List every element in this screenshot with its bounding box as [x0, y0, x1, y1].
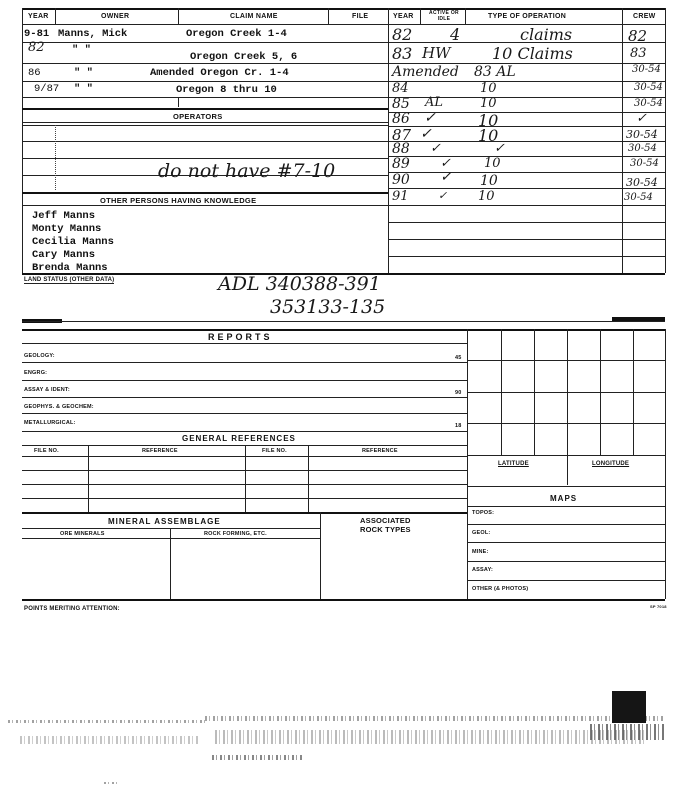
report-engrg-label: ENGRG:: [24, 370, 48, 376]
row-rule: [22, 538, 320, 539]
report-assay-num: 90: [455, 390, 462, 396]
op-type: 10: [478, 126, 499, 145]
row-rule: [388, 256, 665, 257]
other-person: Monty Manns: [32, 223, 102, 235]
row-rule: [22, 63, 388, 64]
right-border: [665, 329, 666, 599]
op-type: ✓: [494, 141, 505, 156]
ref-col-file-no: FILE NO.: [34, 448, 59, 454]
associated-rock-label-1: ASSOCIATED: [360, 516, 411, 525]
op-year: 87: [392, 126, 412, 144]
row-rule: [22, 362, 467, 363]
other-person: Cecilia Manns: [32, 236, 114, 248]
section-rule: [22, 192, 388, 194]
report-metallurgical-label: METALLURGICAL:: [24, 420, 76, 426]
op-year: 82: [392, 25, 413, 44]
op-type: 10: [480, 81, 497, 96]
op-type: 10: [484, 156, 501, 171]
owner-row-year: 86: [28, 67, 41, 79]
maps-topos-label: TOPOS:: [472, 510, 495, 516]
op-crew: 30-54: [626, 128, 658, 141]
grid-line: [567, 455, 568, 485]
row-rule: [467, 506, 665, 507]
operators-label: OPERATORS: [173, 112, 223, 121]
op-crew: 30-54: [634, 82, 663, 93]
row-rule: [22, 484, 467, 485]
report-geology-num: 45: [455, 355, 462, 361]
grid-line: [467, 423, 665, 424]
header-file: FILE: [352, 13, 369, 20]
op-active: ✓: [440, 156, 451, 171]
scan-artifact: [590, 724, 665, 740]
op-crew: 30-54: [634, 98, 663, 109]
latitude-label: LATITUDE: [498, 461, 529, 467]
op-type: 10: [478, 189, 495, 204]
col-divider: [308, 445, 309, 513]
op-type: 83 AL: [474, 64, 516, 80]
report-metallurgical-num: 18: [455, 423, 462, 429]
section-rule: [22, 125, 388, 126]
header-type-of-operation: TYPE OF OPERATION: [488, 13, 567, 20]
grid-line: [467, 455, 665, 456]
col-divider: [55, 8, 56, 24]
col-divider: [178, 8, 179, 24]
header-year-ops: YEAR: [393, 13, 414, 20]
form-id: SP 7018: [650, 604, 667, 609]
maps-assay-label: ASSAY:: [472, 567, 494, 573]
row-rule: [22, 397, 467, 398]
section-rule: [22, 205, 388, 206]
grid-line: [467, 392, 665, 393]
op-type: claims: [520, 25, 573, 44]
op-active: AL: [425, 95, 444, 110]
grid-line: [467, 360, 665, 361]
op-crew: 30-54: [626, 176, 658, 189]
ore-minerals-label: ORE MINERALS: [60, 531, 105, 537]
header-year: YEAR: [28, 13, 49, 20]
op-type: 10 Claims: [492, 44, 573, 63]
op-crew: 30-54: [632, 64, 661, 75]
header-crew: CREW: [633, 13, 656, 20]
row-rule: [22, 470, 467, 471]
scan-artifact: [215, 730, 645, 744]
col-divider: [420, 8, 421, 24]
maps-geol-label: GEOL:: [472, 530, 491, 536]
row-rule: [388, 156, 665, 157]
mineral-assemblage-title: MINERAL ASSEMBLAGE: [108, 517, 221, 526]
row-rule: [388, 188, 665, 189]
black-mark: [612, 691, 646, 723]
rock-forming-label: ROCK FORMING, ETC.: [204, 531, 267, 537]
row-rule: [22, 431, 467, 432]
owner-row-claim: Amended Oregon Cr. 1-4: [150, 67, 289, 79]
scan-artifact: [104, 782, 118, 784]
section-rule: [22, 122, 388, 123]
op-active: HW: [422, 44, 451, 62]
row-rule: [22, 97, 388, 98]
row-rule: [22, 413, 467, 414]
tab-mark-right: [612, 317, 665, 321]
header-active-idle: ACTIVE OR IDLE: [429, 10, 459, 22]
row-rule: [22, 158, 388, 159]
maps-mine-label: MINE:: [472, 549, 489, 555]
row-rule: [467, 486, 665, 487]
handwritten-note: do not have #7-10: [158, 160, 336, 182]
row-rule: [22, 343, 467, 344]
report-geophys-label: GEOPHYS. & GEOCHEM:: [24, 404, 94, 410]
owner-row-claim: Oregon Creek 5, 6: [190, 51, 298, 63]
land-status-line1: ADL 340388-391: [218, 273, 381, 295]
op-year: 90: [392, 172, 410, 188]
owner-row-year: 9-81: [24, 28, 50, 40]
section-rule: [22, 108, 388, 110]
owner-row-year: 9/87: [34, 83, 60, 95]
owner-row-owner: " ": [74, 67, 93, 79]
op-crew: 30-54: [624, 192, 653, 203]
right-border: [665, 8, 666, 273]
other-person: Jeff Manns: [32, 210, 96, 222]
header-claim-name: CLAIM NAME: [230, 13, 278, 20]
scan-artifact: [20, 736, 200, 744]
row-rule: [22, 528, 320, 529]
owner-row-year: 82: [28, 40, 45, 55]
reports-title: REPORTS: [208, 332, 273, 342]
divider: [22, 321, 665, 322]
op-year: 84: [392, 81, 409, 96]
col-divider: [320, 512, 321, 599]
col-divider: [245, 445, 246, 513]
other-person: Brenda Manns: [32, 262, 108, 274]
top-border: [22, 8, 665, 10]
general-references-title: GENERAL REFERENCES: [182, 434, 296, 443]
row-rule: [467, 542, 665, 543]
op-active: 4: [450, 25, 461, 44]
associated-rock-label-2: ROCK TYPES: [360, 525, 411, 534]
scan-artifact: [205, 716, 665, 721]
row-rule: [22, 141, 388, 142]
owner-row-owner: " ": [74, 83, 93, 95]
row-rule: [388, 205, 665, 206]
maps-other-label: OTHER (& PHOTOS): [472, 586, 529, 592]
header-owner: OWNER: [101, 13, 130, 20]
op-active: ✓: [440, 169, 452, 185]
op-type: 10: [478, 111, 499, 130]
op-year: 83: [392, 44, 413, 63]
op-active: ✓: [430, 141, 441, 156]
op-type: 10: [480, 173, 498, 189]
op-crew: 30-54: [630, 158, 659, 169]
reports-right-divider: [467, 329, 468, 599]
row-rule: [467, 524, 665, 525]
row-rule: [388, 172, 665, 173]
scan-artifact: [212, 755, 302, 760]
op-crew: 82: [628, 27, 648, 45]
scan-artifact: [8, 720, 208, 723]
row-rule: [22, 81, 388, 82]
land-status-line2: 353133-135: [270, 296, 386, 318]
row-rule: [467, 561, 665, 562]
longitude-label: LONGITUDE: [592, 461, 630, 467]
op-type: 10: [480, 96, 497, 111]
row-rule: [22, 512, 467, 514]
row-rule: [22, 498, 467, 499]
col-divider: [55, 125, 56, 190]
op-crew: ✓: [636, 111, 647, 126]
row-rule: [388, 222, 665, 223]
report-geology-label: GEOLOGY:: [24, 353, 55, 359]
row-rule: [388, 81, 665, 82]
other-person: Cary Manns: [32, 249, 96, 261]
land-status-label: LAND STATUS (OTHER DATA): [24, 277, 115, 283]
row-rule: [467, 580, 665, 581]
op-year: 88: [392, 141, 410, 157]
ref-col-reference: REFERENCE: [142, 448, 178, 454]
op-year: 86: [392, 111, 410, 127]
row-rule: [22, 380, 467, 381]
op-year: Amended: [392, 64, 459, 80]
points-meriting-attention-label: POINTS MERITING ATTENTION:: [24, 606, 120, 612]
ref-col-reference-2: REFERENCE: [362, 448, 398, 454]
row-rule: [388, 239, 665, 240]
report-assay-label: ASSAY & IDENT:: [24, 387, 70, 393]
op-year: 91: [392, 189, 409, 204]
owner-row-owner: " ": [72, 44, 91, 56]
col-divider: [328, 8, 329, 24]
op-year: 89: [392, 156, 410, 172]
col-divider: [465, 8, 466, 24]
row-rule: [22, 42, 388, 43]
op-active: ✓: [438, 189, 448, 202]
col-divider: [170, 528, 171, 599]
col-divider: [178, 97, 179, 107]
op-year: 85: [392, 96, 410, 112]
owner-row-claim: Oregon 8 thru 10: [176, 84, 277, 96]
op-active: ✓: [420, 126, 432, 142]
op-active: ✓: [424, 110, 436, 126]
other-persons-label: OTHER PERSONS HAVING KNOWLEDGE: [100, 196, 257, 205]
op-crew: 30-54: [628, 143, 657, 154]
col-divider: [88, 445, 89, 513]
reports-top-rule: [22, 329, 665, 331]
owner-row-owner: Manns, Mick: [58, 28, 128, 40]
ref-col-file-no-2: FILE NO.: [262, 448, 287, 454]
maps-title: MAPS: [550, 494, 578, 503]
owner-row-claim: Oregon Creek 1-4: [186, 28, 287, 40]
op-crew: 83: [630, 46, 647, 61]
bottom-rule: [22, 599, 665, 601]
